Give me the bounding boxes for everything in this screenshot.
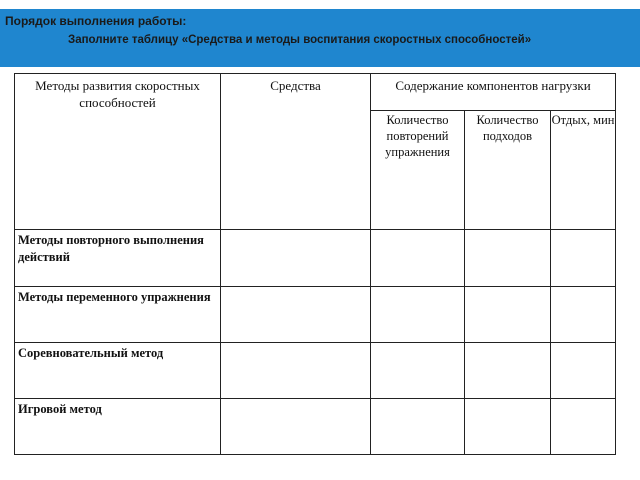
methods-table (14, 73, 616, 455)
empty-cell[interactable] (371, 230, 465, 287)
empty-cell[interactable] (221, 399, 371, 455)
row-label-game: Игровой метод (15, 399, 221, 455)
header-load-group (371, 74, 616, 111)
table-row (15, 399, 616, 455)
empty-cell[interactable] (221, 230, 371, 287)
header-rest-label: Отдых, мин (551, 113, 615, 127)
header-methods-label: Методы развития скоростных способностей (35, 78, 200, 110)
instruction-banner (0, 9, 640, 67)
empty-cell[interactable] (551, 343, 616, 399)
header-methods (15, 74, 221, 230)
table-row (15, 343, 616, 399)
header-means-label: Средства (270, 78, 321, 93)
row-label-variable: Методы переменного упражнения (15, 287, 221, 343)
empty-cell[interactable] (465, 399, 551, 455)
empty-cell[interactable] (371, 399, 465, 455)
empty-cell[interactable] (465, 230, 551, 287)
table-row (15, 287, 616, 343)
empty-cell[interactable] (551, 399, 616, 455)
empty-cell[interactable] (371, 343, 465, 399)
instruction-heading: Порядок выполнения работы: (5, 14, 187, 28)
header-repetitions-label: Количество повторений упражнения (385, 113, 450, 159)
header-sets-label: Количество подходов (476, 113, 539, 143)
empty-cell[interactable] (465, 343, 551, 399)
empty-cell[interactable] (551, 230, 616, 287)
instruction-task: Заполните таблицу «Средства и методы воспитания скоростных способностей» (68, 34, 532, 46)
empty-cell[interactable] (221, 343, 371, 399)
header-sets (465, 111, 551, 230)
empty-cell[interactable] (551, 287, 616, 343)
row-label-repeated: Методы повторного выполнения действий (15, 230, 221, 287)
header-repetitions (371, 111, 465, 230)
header-load-group-label: Содержание компонентов нагрузки (395, 78, 591, 93)
row-label-competitive: Соревновательный метод (15, 343, 221, 399)
empty-cell[interactable] (465, 287, 551, 343)
empty-cell[interactable] (371, 287, 465, 343)
table-row (15, 230, 616, 287)
header-rest (551, 111, 616, 230)
header-means (221, 74, 371, 230)
empty-cell[interactable] (221, 287, 371, 343)
